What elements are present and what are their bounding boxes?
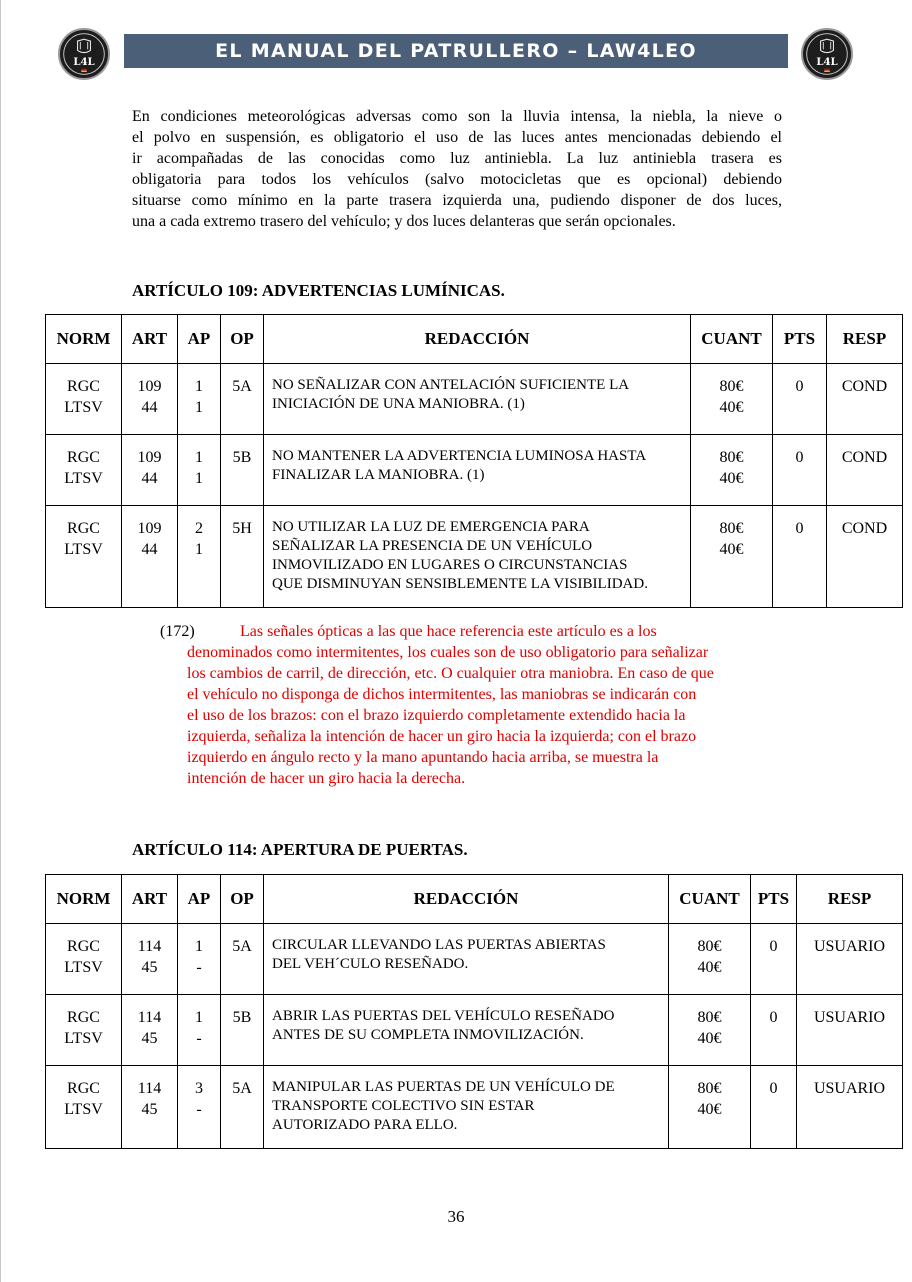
table-header-row xyxy=(46,875,903,924)
ap-cell: 1 - xyxy=(178,995,221,1066)
ap-cell: 2 1 xyxy=(178,506,221,608)
pts-cell: 0 xyxy=(751,1066,797,1149)
cuant-cell: 80€ 40€ xyxy=(669,995,751,1066)
norm-cell: RGC LTSV xyxy=(46,364,122,435)
column-header: RESP xyxy=(827,315,903,364)
column-header: NORM xyxy=(46,315,122,364)
logo-text: L4L xyxy=(816,56,838,69)
ap-cell: 1 1 xyxy=(178,435,221,506)
column-header: ART xyxy=(122,315,178,364)
header-banner xyxy=(124,34,788,68)
ap-cell: 1 1 xyxy=(178,364,221,435)
infractions-table-114 xyxy=(45,874,903,1149)
art-cell: 114 45 xyxy=(122,924,178,995)
page-edge xyxy=(0,0,1,1282)
footnote-line: los cambios de carril, de dirección, etc. O cualquier otra maniobra. En caso de que xyxy=(187,665,714,682)
op-cell: 5H xyxy=(221,506,264,608)
cuant-cell: 80€ 40€ xyxy=(691,435,773,506)
column-header: NORM xyxy=(46,875,122,924)
op-cell: 5B xyxy=(221,995,264,1066)
shield-crest-icon xyxy=(801,28,853,80)
pts-cell: 0 xyxy=(773,435,827,506)
footnote-text: Las señales ópticas a las que hace referencia este artículo es a los xyxy=(240,623,657,640)
column-header: OP xyxy=(221,315,264,364)
art-cell: 109 44 xyxy=(122,506,178,608)
ap-cell: 1 - xyxy=(178,924,221,995)
column-header: OP xyxy=(221,875,264,924)
paragraph-line: obligatoria para todos los vehículos (salvo motocicletas que es opcional) debiendo xyxy=(132,171,782,188)
table-row xyxy=(46,506,903,608)
footnote-line: intención de hacer un giro hacia la derecha. xyxy=(187,770,466,787)
page-number: 36 xyxy=(447,1207,465,1226)
redaccion-cell: NO SEÑALIZAR CON ANTELACIÓN SUFICIENTE LA INICIACIÓN DE UNA MANIOBRA. (1) xyxy=(264,364,691,435)
column-header: CUANT xyxy=(669,875,751,924)
norm-cell: RGC LTSV xyxy=(46,1066,122,1149)
paragraph-line: una a cada extremo trasero del vehículo; y dos luces delanteras que serán opcionales. xyxy=(132,213,676,230)
resp-cell: USUARIO xyxy=(797,924,903,995)
redaccion-cell: NO MANTENER LA ADVERTENCIA LUMINOSA HASTA FINALIZAR LA MANIOBRA. (1) xyxy=(264,435,691,506)
op-cell: 5A xyxy=(221,364,264,435)
column-header: REDACCIÓN xyxy=(264,875,669,924)
redaccion-cell: NO UTILIZAR LA LUZ DE EMERGENCIA PARA SEÑALIZAR LA PRESENCIA DE UN VEHÍCULO INMOVILIZADO EN LUGARES O CIRCUNSTANCIAS QUE DISMINUYAN SENSIBLEMENTE LA VISIBILIDAD. xyxy=(264,506,691,608)
intro-paragraph xyxy=(132,106,782,232)
footnote-line xyxy=(160,621,782,642)
resp-cell: USUARIO xyxy=(797,1066,903,1149)
column-header: AP xyxy=(178,315,221,364)
footnote-line: el vehículo no disponga de dichos intermitentes, las maniobras se indicarán con xyxy=(187,686,697,703)
column-header: REDACCIÓN xyxy=(264,315,691,364)
table-row xyxy=(46,995,903,1066)
paragraph-line: el polvo en suspensión, es obligatorio el uso de las luces antes mencionadas debiendo el xyxy=(132,129,782,146)
column-header: PTS xyxy=(773,315,827,364)
art-cell: 109 44 xyxy=(122,364,178,435)
column-header: PTS xyxy=(751,875,797,924)
redaccion-cell: CIRCULAR LLEVANDO LAS PUERTAS ABIERTAS DEL VEH´CULO RESEÑADO. xyxy=(264,924,669,995)
footnote-number: (172) xyxy=(160,623,195,640)
resp-cell: COND xyxy=(827,364,903,435)
column-header: ART xyxy=(122,875,178,924)
pts-cell: 0 xyxy=(773,364,827,435)
resp-cell: COND xyxy=(827,435,903,506)
column-header: CUANT xyxy=(691,315,773,364)
logo-text: L4L xyxy=(73,56,95,69)
resp-cell: USUARIO xyxy=(797,995,903,1066)
op-cell: 5B xyxy=(221,435,264,506)
pts-cell: 0 xyxy=(751,924,797,995)
cuant-cell: 80€ 40€ xyxy=(691,364,773,435)
table-row xyxy=(46,435,903,506)
norm-cell: RGC LTSV xyxy=(46,995,122,1066)
paragraph-line: situarse como mínimo en la parte trasera izquierda una, pudiendo disponer de dos luces, xyxy=(132,192,782,209)
cuant-cell: 80€ 40€ xyxy=(691,506,773,608)
redaccion-cell: MANIPULAR LAS PUERTAS DE UN VEHÍCULO DE TRANSPORTE COLECTIVO SIN ESTAR AUTORIZADO PARA ELLO. xyxy=(264,1066,669,1149)
footnote-line: denominados como intermitentes, los cuales son de uso obligatorio para señalizar xyxy=(187,644,709,661)
op-cell: 5A xyxy=(221,924,264,995)
section-heading: ARTÍCULO 114: APERTURA DE PUERTAS. xyxy=(132,840,468,859)
paragraph-line: ir acompañadas de las conocidas como luz antiniebla. La luz antiniebla trasera es xyxy=(132,150,782,167)
norm-cell: RGC LTSV xyxy=(46,435,122,506)
cuant-cell: 80€ 40€ xyxy=(669,1066,751,1149)
footnote-line: izquierda, señaliza la intención de hacer un giro hacia la izquierda; con el brazo xyxy=(187,728,697,745)
paragraph-line: En condiciones meteorológicas adversas como son la lluvia intensa, la niebla, la nieve o xyxy=(132,108,782,125)
resp-cell: COND xyxy=(827,506,903,608)
norm-cell: RGC LTSV xyxy=(46,924,122,995)
ap-cell: 3 - xyxy=(178,1066,221,1149)
table-row xyxy=(46,924,903,995)
art-cell: 114 45 xyxy=(122,1066,178,1149)
art-cell: 114 45 xyxy=(122,995,178,1066)
pts-cell: 0 xyxy=(751,995,797,1066)
pts-cell: 0 xyxy=(773,506,827,608)
art-cell: 109 44 xyxy=(122,435,178,506)
infractions-table-109 xyxy=(45,314,903,608)
header-title: EL MANUAL DEL PATRULLERO – LAW4LEO xyxy=(215,40,697,62)
footnote xyxy=(160,621,782,789)
table-header-row xyxy=(46,315,903,364)
cuant-cell: 80€ 40€ xyxy=(669,924,751,995)
table-row xyxy=(46,364,903,435)
footnote-line: izquierdo en ángulo recto y la mano apuntando hacia arriba, se muestra la xyxy=(187,749,659,766)
section-heading: ARTÍCULO 109: ADVERTENCIAS LUMÍNICAS. xyxy=(132,281,505,300)
column-header: RESP xyxy=(797,875,903,924)
footnote-line: el uso de los brazos: con el brazo izquierdo completamente extendido hacia la xyxy=(187,707,686,724)
redaccion-cell: ABRIR LAS PUERTAS DEL VEHÍCULO RESEÑADO ANTES DE SU COMPLETA INMOVILIZACIÓN. xyxy=(264,995,669,1066)
shield-crest-icon xyxy=(58,28,110,80)
op-cell: 5A xyxy=(221,1066,264,1149)
norm-cell: RGC LTSV xyxy=(46,506,122,608)
column-header: AP xyxy=(178,875,221,924)
table-row xyxy=(46,1066,903,1149)
